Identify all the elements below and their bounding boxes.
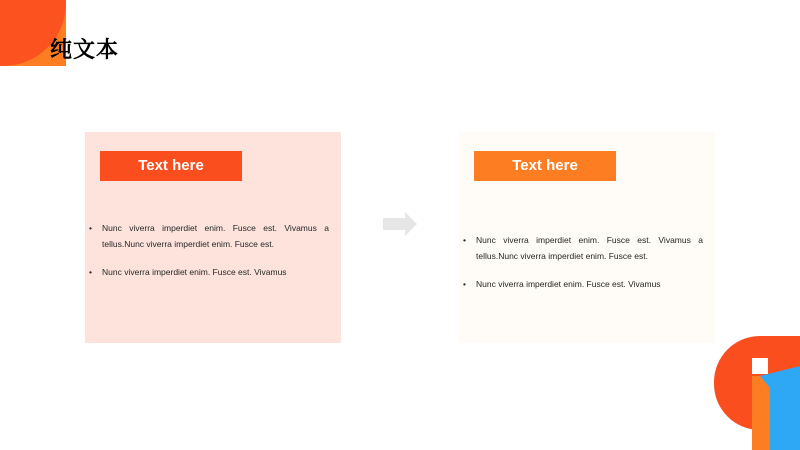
bullet-icon: • [463,279,466,289]
panel-header-left: Text here [100,151,242,181]
bullet-list-left [89,220,329,292]
bullet-icon: • [89,223,92,233]
panel-header-right: Text here [474,151,616,181]
list-item [463,232,703,264]
list-item [89,220,329,252]
bullet-list-right [463,232,703,304]
bullet-text: Nunc viverra imperdiet enim. Fusce est. Vivamus [102,267,287,277]
red-rounded-shape [714,336,800,430]
right-arrow-icon [383,212,417,236]
list-item [463,276,703,292]
bullet-text: Nunc viverra imperdiet enim. Fusce est. Vivamus [476,279,661,289]
list-item [89,264,329,280]
blue-ribbon-shape [760,366,800,450]
bullet-icon: • [89,267,92,277]
bullet-text: Nunc viverra imperdiet enim. Fusce est. Vivamus a tellus.Nunc viverra imperdiet enim. Fusce est. [102,223,329,249]
white-square-shape [752,358,768,374]
bullet-icon: • [463,235,466,245]
orange-fold-shape [752,376,770,450]
text-panel-left [85,132,341,343]
text-panel-right [459,132,715,343]
bullet-text: Nunc viverra imperdiet enim. Fusce est. Vivamus a tellus.Nunc viverra imperdiet enim. Fusce est. [476,235,703,261]
slide-title: 纯文本 [50,38,120,63]
